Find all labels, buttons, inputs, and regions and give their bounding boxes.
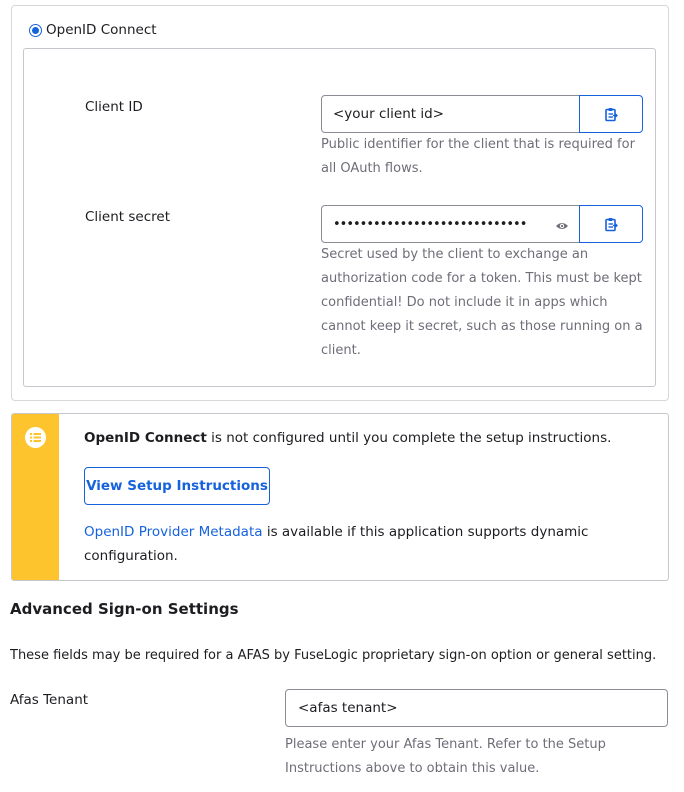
callout-title-rest: is not configured until you complete the setup instructions. bbox=[206, 430, 612, 446]
show-secret-icon[interactable] bbox=[555, 219, 569, 235]
oidc-radio-label: OpenID Connect bbox=[46, 22, 157, 38]
copy-client-id-button[interactable] bbox=[579, 95, 643, 133]
clipboard-icon bbox=[604, 107, 618, 122]
client-secret-value: ••••••••••••••••••••••••••••• bbox=[333, 216, 527, 232]
afas-tenant-label: Afas Tenant bbox=[10, 692, 89, 708]
client-secret-field[interactable] bbox=[321, 205, 580, 243]
advanced-settings-title: Advanced Sign-on Settings bbox=[10, 600, 239, 618]
setup-callout bbox=[11, 413, 669, 581]
clipboard-icon bbox=[604, 217, 618, 232]
client-id-field[interactable] bbox=[321, 95, 580, 133]
afas-tenant-hint: Please enter your Afas Tenant. Refer to the Setup Instructions above to obtain this value. bbox=[285, 737, 606, 776]
client-id-hint: Public identifier for the client that is required for all OAuth flows. bbox=[321, 137, 635, 176]
client-secret-label: Client secret bbox=[85, 209, 170, 225]
callout-message bbox=[84, 426, 611, 450]
callout-title-bold: OpenID Connect bbox=[84, 430, 207, 446]
view-setup-instructions-button[interactable]: View Setup Instructions bbox=[84, 467, 270, 505]
metadata-rest: is available if this application supports dynamic configuration. bbox=[84, 524, 589, 564]
afas-tenant-input[interactable] bbox=[285, 689, 668, 727]
client-credentials-box bbox=[23, 48, 656, 387]
list-icon bbox=[25, 427, 46, 448]
client-id-value: <your client id> bbox=[333, 106, 444, 122]
advanced-settings-description: These fields may be required for a AFAS by FuseLogic proprietary sign-on option or general setting. bbox=[10, 648, 657, 663]
oidc-radio-row[interactable] bbox=[29, 22, 157, 38]
afas-tenant-value: <afas tenant> bbox=[298, 700, 398, 716]
client-id-label: Client ID bbox=[85, 99, 143, 115]
oidc-panel bbox=[11, 5, 669, 401]
copy-client-secret-button[interactable] bbox=[579, 205, 643, 243]
callout-bar bbox=[12, 414, 59, 580]
openid-metadata-link[interactable]: OpenID Provider Metadata bbox=[84, 524, 263, 540]
metadata-message bbox=[84, 520, 624, 568]
oidc-radio[interactable] bbox=[29, 24, 42, 37]
client-secret-hint: Secret used by the client to exchange an authorization code for a token. This must be kept confidential! Do not include it in apps which cannot keep it secret, such as those running on a client. bbox=[321, 247, 643, 358]
